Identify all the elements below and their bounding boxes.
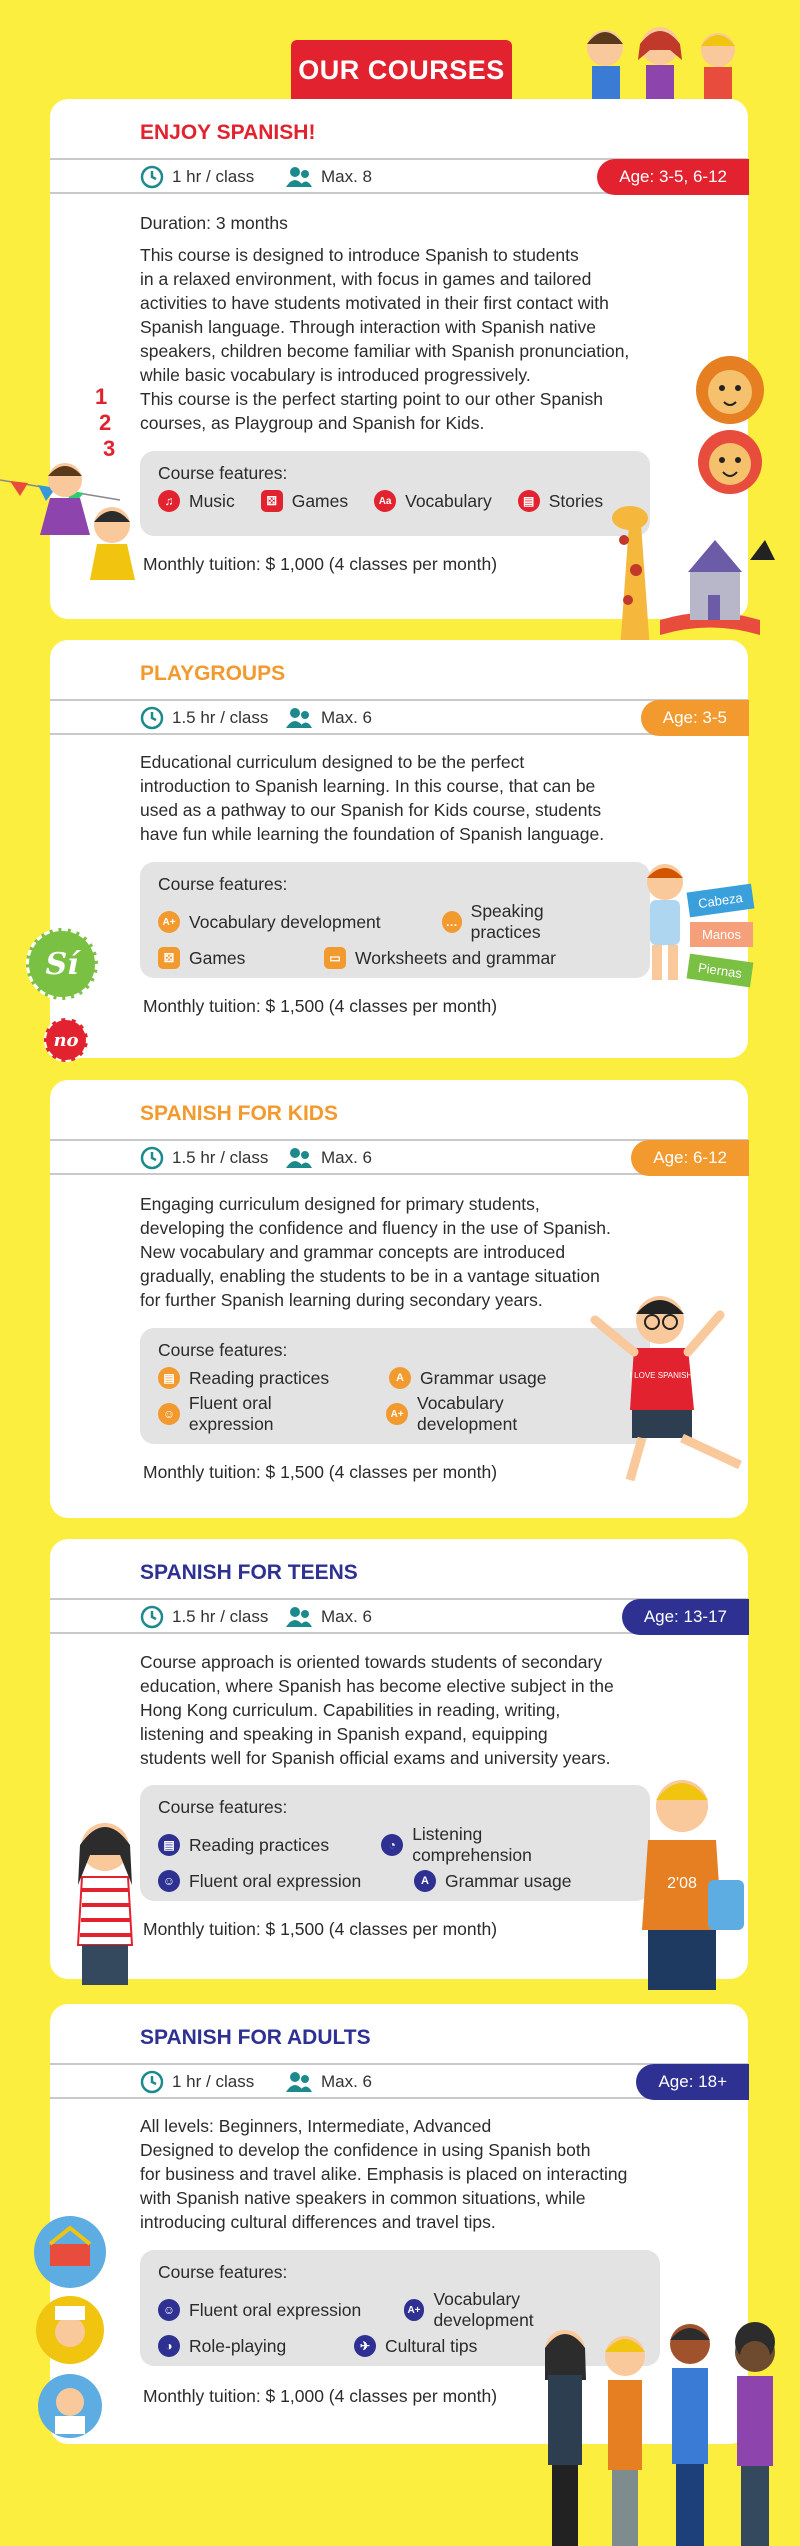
people-icon (285, 706, 313, 730)
age-badge: Age: 3-5 (641, 700, 749, 736)
dice-icon: ⚄ (158, 947, 180, 969)
professions-bubbles-illustration (25, 2210, 135, 2440)
masks-icon: ◑ (158, 2335, 180, 2357)
hours-info (140, 706, 268, 730)
max-students-label: Max. 6 (321, 1607, 373, 1626)
feature-vocabulary-development: A+ Vocabulary development (386, 1393, 606, 1435)
features-label: Course features: (158, 1340, 288, 1360)
people-icon (285, 1146, 313, 1170)
speech-bubble-icon: … (442, 911, 462, 933)
feature-games: ⚄ Games (158, 947, 298, 969)
svg-text:I LOVE SPANISH: I LOVE SPANISH (629, 1371, 693, 1380)
grade-a-plus-icon: A+ (404, 2299, 425, 2321)
features-label: Course features: (158, 874, 288, 894)
max-students-info (285, 706, 372, 730)
course-features-box (140, 451, 650, 536)
open-book-icon: ▤ (158, 1367, 180, 1389)
features-label: Course features: (158, 1797, 288, 1817)
teen-girl-illustration (60, 1815, 150, 2005)
grade-a-plus-icon: A+ (386, 1403, 408, 1425)
hours-info (140, 165, 254, 189)
clock-icon (140, 706, 164, 730)
adults-group-illustration (530, 2320, 800, 2546)
course-title: SPANISH FOR KIDS (140, 1102, 338, 1125)
feature-music: ♫ Music (158, 490, 235, 512)
course-info-bar (50, 1139, 748, 1175)
monthly-tuition: Monthly tuition: $ 1,500 (4 classes per month) (143, 996, 498, 1016)
feature-fluent-oral-expression: ☺ Fluent oral expression (158, 2299, 378, 2321)
boy-i-love-spanish-illustration (590, 1290, 770, 1490)
course-features-box (140, 1785, 650, 1901)
lion-illustration (690, 350, 770, 500)
course-card-playgroups (50, 640, 748, 1058)
feature-cultural-tips: ✈ Cultural tips (354, 2335, 477, 2357)
page-title: OUR COURSES (291, 40, 512, 100)
feature-reading-practices: ▤ Reading practices (158, 1367, 363, 1389)
max-students-info (285, 165, 372, 189)
course-info-bar (50, 158, 748, 194)
course-description: Course approach is oriented towards students of secondary education, where Spanish has become elective subject in the Hong Kong curriculum. Capabilities in reading, writing, listening and speaking in Spanish expand, equipping students well for Spanish official exams and university years. (140, 1652, 614, 1768)
grammar-a-icon: A (414, 1870, 436, 1892)
course-description: This course is designed to introduce Spanish to students in a relaxed environment, with focus in games and tailored activities to have students motivated in their first contact with Spanish language. Through interaction with Spanish native speakers, children become familiar with Spanish pronunciation, while basic vocabulary is introduced progressively. This course is the perfect starting point to our other Spanish courses, as Playgroup and Spanish for Kids. (140, 245, 630, 433)
ear-icon: ◔ (381, 1834, 403, 1856)
smiley-face-icon: ☺ (158, 2299, 180, 2321)
course-title: ENJOY SPANISH! (140, 121, 316, 144)
label-manos: Manos (690, 922, 753, 947)
course-description: Educational curriculum designed to be the perfect introduction to Spanish learning. In this course, that can be used as a pathway to our Spanish for Kids course, students have fun while learning the foundation of Spanish language. (140, 752, 605, 844)
people-icon (285, 2070, 313, 2094)
hours-label: 1.5 hr / class (172, 708, 269, 727)
age-badge: Age: 3-5, 6-12 (597, 159, 749, 195)
monthly-tuition: Monthly tuition: $ 1,000 (4 classes per month) (143, 2386, 498, 2406)
clock-icon (140, 1605, 164, 1629)
max-students-info (285, 1605, 372, 1629)
music-note-icon: ♫ (158, 490, 180, 512)
no-speech-bubble: no (44, 1018, 88, 1062)
course-title: SPANISH FOR ADULTS (140, 2026, 371, 2049)
teen-boy-illustration (620, 1770, 750, 2000)
age-badge: Age: 13-17 (622, 1599, 749, 1635)
max-students-label: Max. 6 (321, 708, 373, 727)
age-badge: Age: 6-12 (631, 1140, 749, 1176)
book-icon: ▤ (518, 490, 540, 512)
label-piernas: Piernas (687, 954, 754, 988)
airplane-icon: ✈ (354, 2335, 376, 2357)
grade-a-plus-icon: A+ (158, 911, 180, 933)
hours-label: 1.5 hr / class (172, 1148, 269, 1167)
feature-vocabulary-development: A+ Vocabulary development (158, 911, 416, 933)
monthly-tuition: Monthly tuition: $ 1,500 (4 classes per month) (143, 1462, 498, 1482)
girls-bunting-illustration (0, 440, 160, 600)
open-book-icon: ▤ (158, 1834, 180, 1856)
course-description: All levels: Beginners, Intermediate, Advanced Designed to develop the confidence in using Spanish both for business and travel alike. Emphasis is placed on interacting with Spanish native speakers in common situations, while introducing cultural differences and travel tips. (140, 2116, 628, 2232)
max-students-info (285, 1146, 372, 1170)
si-speech-bubble: Sí (26, 928, 98, 1000)
smiley-face-icon: ☺ (158, 1870, 180, 1892)
course-info-bar (50, 2063, 748, 2099)
label-cabeza: Cabeza (687, 884, 755, 918)
course-features-box (140, 1328, 650, 1444)
course-duration: Duration: 3 months (140, 213, 288, 233)
feature-reading-practices: ▤ Reading practices (158, 1834, 355, 1856)
max-students-label: Max. 6 (321, 2072, 373, 2091)
smiley-face-icon: ☺ (158, 1403, 180, 1425)
svg-text:2'08: 2'08 (667, 1875, 697, 1892)
clock-icon (140, 165, 164, 189)
monthly-tuition: Monthly tuition: $ 1,500 (4 classes per month) (143, 1919, 498, 1939)
hours-label: 1.5 hr / class (172, 1607, 269, 1626)
feature-vocabulary: Aa Vocabulary (374, 490, 492, 512)
numbers-decoration: 1 2 3 (95, 384, 116, 461)
feature-fluent-oral-expression: ☺ Fluent oral expression (158, 1393, 360, 1435)
course-info-bar (50, 1598, 748, 1634)
max-students-label: Max. 8 (321, 167, 373, 186)
feature-listening-comprehension: ◔ Listening comprehension (381, 1824, 606, 1866)
feature-role-playing: ◑ Role-playing (158, 2335, 328, 2357)
dice-icon: ⚄ (261, 490, 283, 512)
feature-grammar-usage: A Grammar usage (414, 1870, 571, 1892)
hours-label: 1 hr / class (172, 167, 255, 186)
feature-fluent-oral-expression: ☺ Fluent oral expression (158, 1870, 388, 1892)
clock-icon (140, 1146, 164, 1170)
course-features-box (140, 862, 650, 978)
feature-vocabulary-development: A+ Vocabulary development (404, 2289, 617, 2331)
features-label: Course features: (158, 2262, 288, 2282)
age-badge: Age: 18+ (636, 2064, 749, 2100)
hours-label: 1 hr / class (172, 2072, 255, 2091)
feature-worksheets-grammar: ▭ Worksheets and grammar (324, 947, 556, 969)
feature-stories: ▤ Stories (518, 490, 603, 512)
course-title: SPANISH FOR TEENS (140, 1561, 358, 1584)
features-label: Course features: (158, 463, 288, 483)
course-info-bar (50, 699, 748, 735)
monthly-tuition: Monthly tuition: $ 1,000 (4 classes per month) (143, 554, 498, 574)
max-students-label: Max. 6 (321, 1148, 373, 1167)
course-title: PLAYGROUPS (140, 662, 286, 685)
feature-games: ⚄ Games (261, 490, 348, 512)
max-students-info (285, 2070, 372, 2094)
worksheet-icon: ▭ (324, 947, 346, 969)
feature-grammar-usage: A Grammar usage (389, 1367, 546, 1389)
clock-icon (140, 2070, 164, 2094)
feature-speaking-practices: … Speaking practices (442, 901, 607, 943)
hours-info (140, 1146, 268, 1170)
grammar-a-icon: A (389, 1367, 411, 1389)
hours-info (140, 1605, 268, 1629)
people-icon (285, 165, 313, 189)
course-description: Engaging curriculum designed for primary students, developing the confidence and fluency in the use of Spanish. New vocabulary and grammar concepts are introduced gradually, enabling the students to be in a vantage situation for further Spanish learning during secondary years. (140, 1194, 611, 1310)
hours-info (140, 2070, 254, 2094)
people-icon (285, 1605, 313, 1629)
letters-icon: Aa (374, 490, 396, 512)
